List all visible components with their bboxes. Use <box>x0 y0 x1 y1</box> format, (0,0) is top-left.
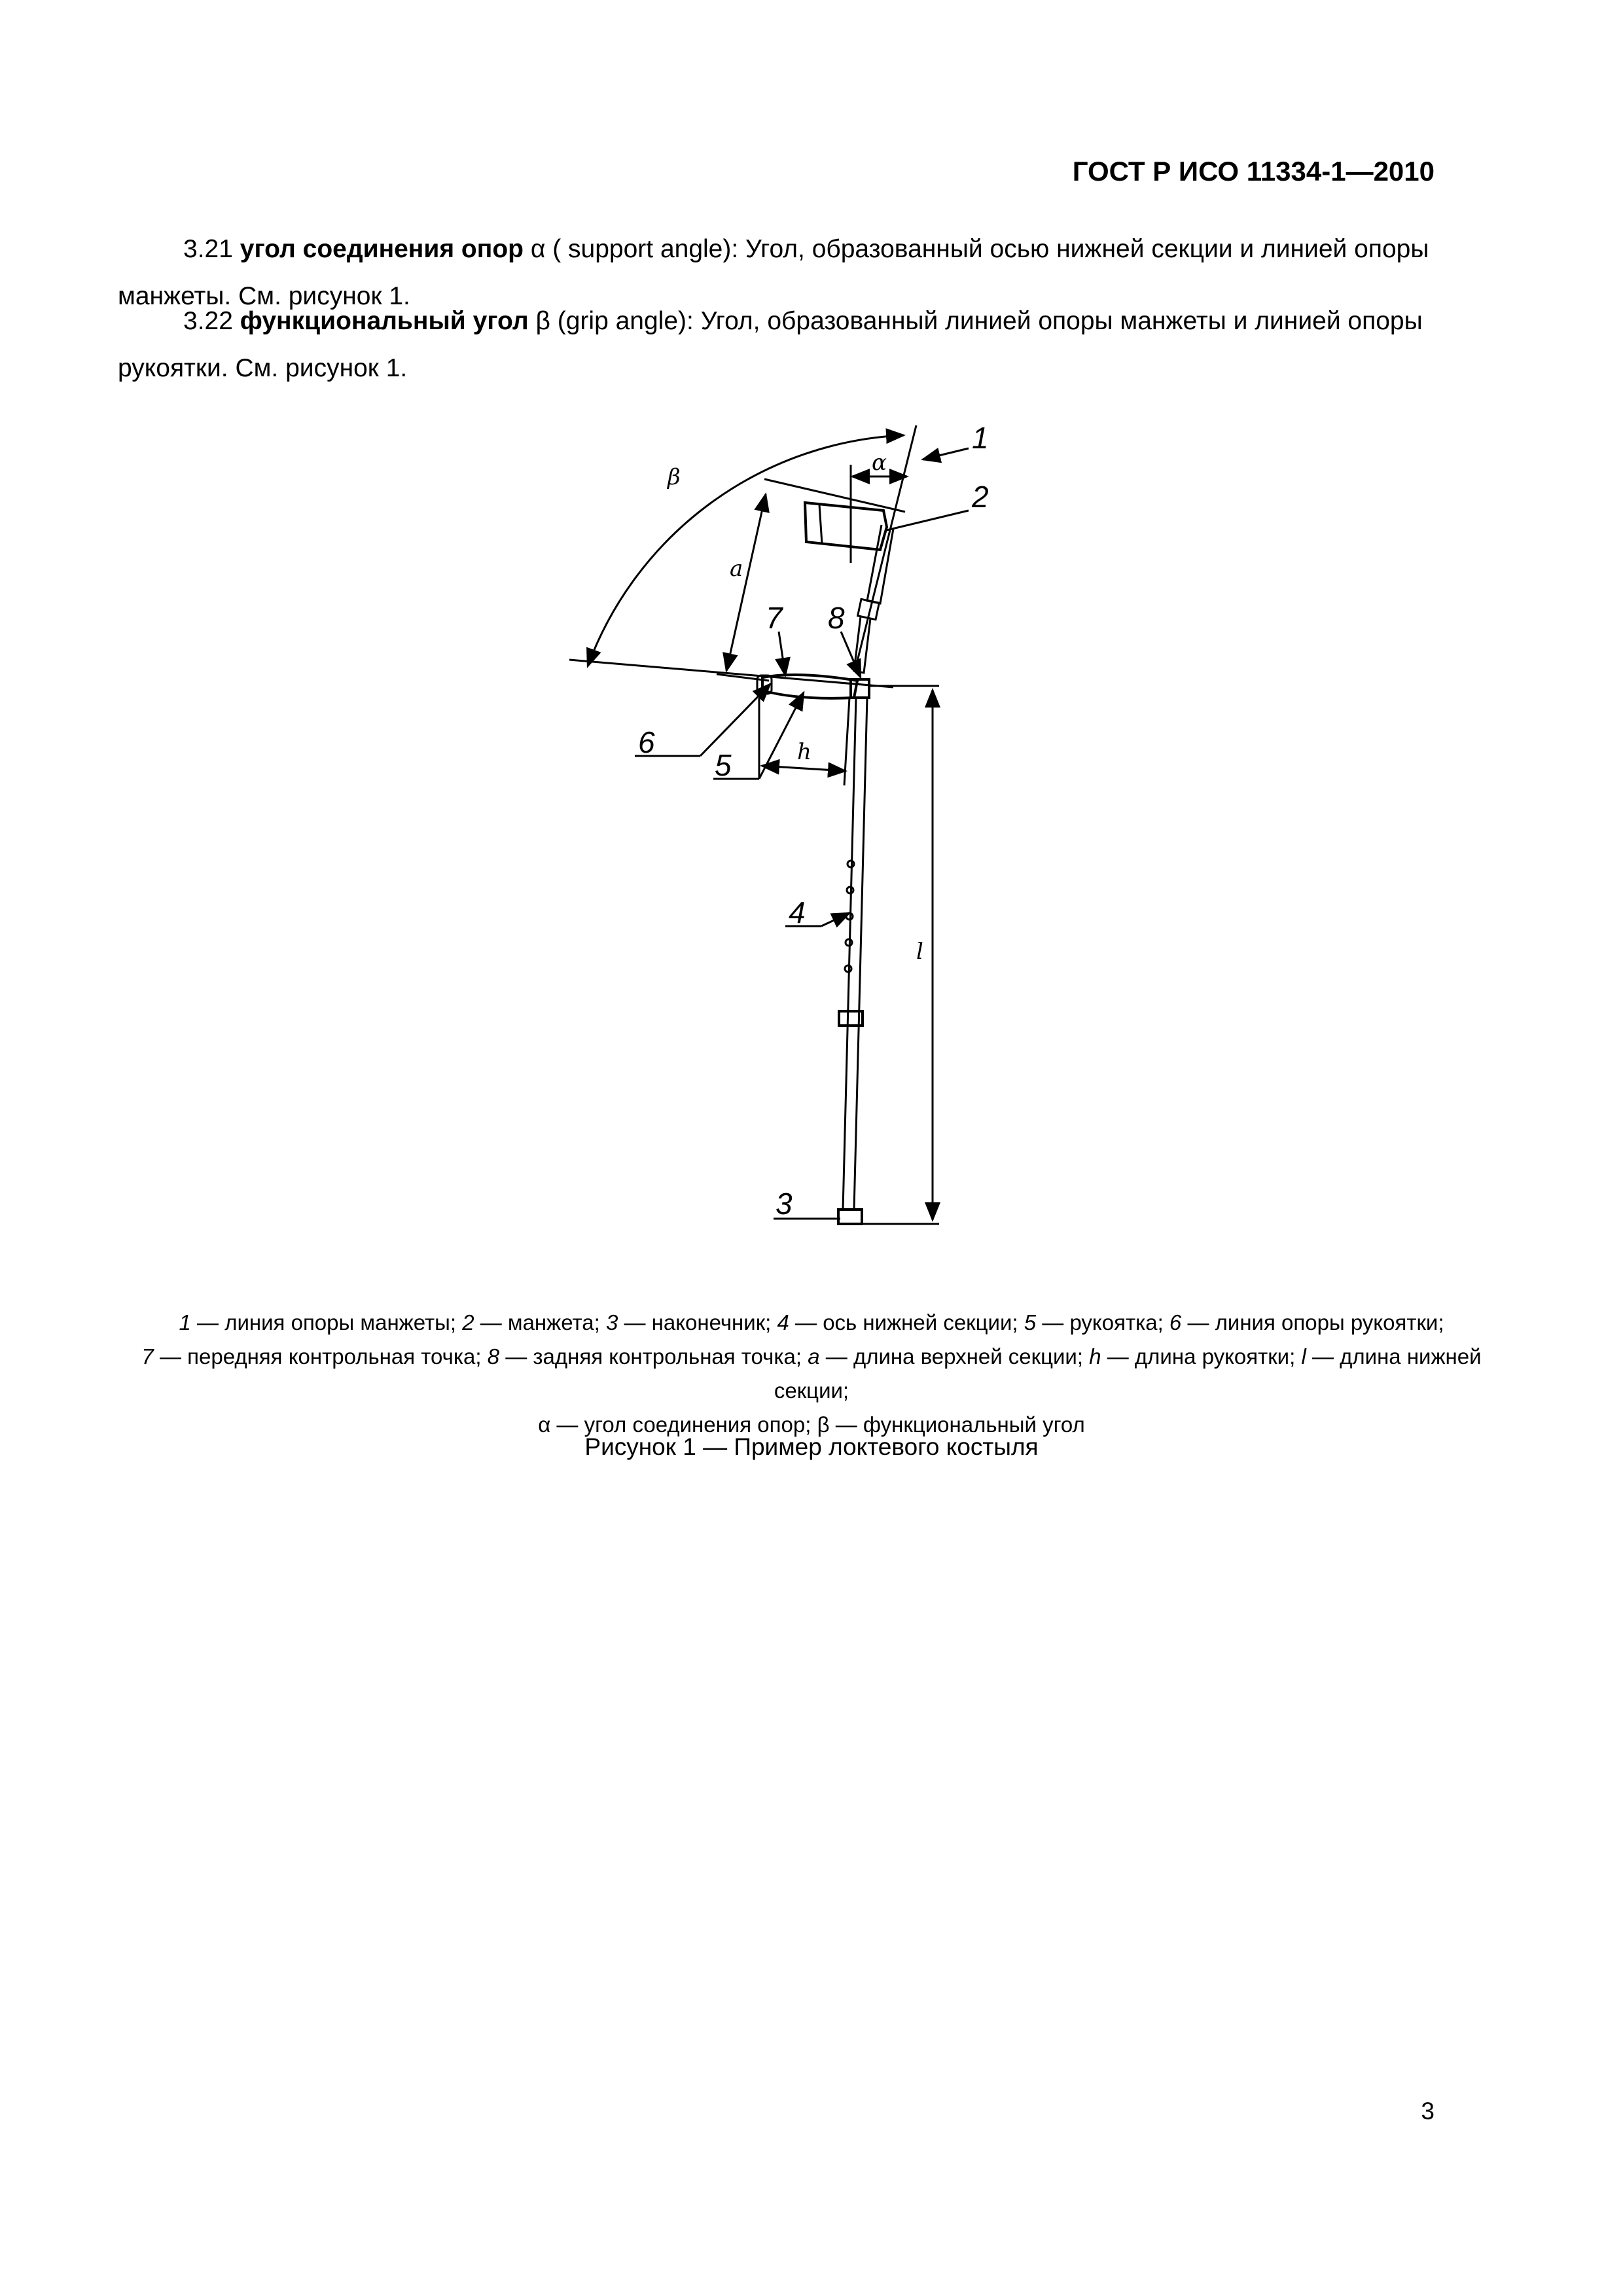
beta-label: β <box>668 464 681 490</box>
callout-8: 8 <box>828 601 845 635</box>
term: угол соединения опор <box>240 235 524 263</box>
h-label: h <box>797 739 812 765</box>
beta-arc <box>588 435 904 666</box>
a-label: a <box>730 556 743 582</box>
term-english: ( support angle): <box>552 235 739 263</box>
figure-crutch-diagram <box>537 412 1126 1283</box>
term: функциональный угол <box>240 307 529 335</box>
legend-item: 6 — линия опоры рукоятки; <box>1169 1310 1444 1335</box>
legend-item: 3 — наконечник; <box>605 1310 772 1335</box>
term-symbol: β <box>535 307 550 335</box>
term-symbol: α <box>530 235 546 263</box>
legend-item: 4 — ось нижней секции; <box>777 1310 1018 1335</box>
callout-6: 6 <box>638 725 655 759</box>
alpha-label: α <box>872 450 887 476</box>
tip <box>838 1210 862 1224</box>
callout-1: 1 <box>972 421 989 455</box>
l-label: l <box>916 939 923 965</box>
callout-2: 2 <box>972 480 989 514</box>
legend-item: 8 — задняя контрольная точка; <box>487 1344 802 1369</box>
clause-number: 3.21 <box>183 235 233 263</box>
legend-item: 1 — линия опоры манжеты; <box>179 1310 457 1335</box>
cuff <box>805 503 887 550</box>
legend-item: 7 — передняя контрольная точка; <box>141 1344 482 1369</box>
definition-3-22 <box>118 298 1435 392</box>
callout-5: 5 <box>715 748 732 782</box>
grip-support-line <box>569 660 893 687</box>
legend-item: β — функциональный угол <box>817 1412 1085 1437</box>
legend-item: α — угол соединения опор; <box>538 1412 812 1437</box>
callout-4: 4 <box>789 895 806 929</box>
page-number: 3 <box>1421 2098 1435 2125</box>
term-english: (grip angle): <box>557 307 694 335</box>
legend-item: l — длина нижней секции; <box>774 1344 1482 1403</box>
legend-item: h — длина рукоятки; <box>1089 1344 1296 1369</box>
clause-number: 3.22 <box>183 307 233 335</box>
document-header: ГОСТ Р ИСО 11334-1—2010 <box>1072 156 1435 187</box>
definition-text: Угол, образованный линией опоры манжеты и линией опоры рукоятки. См. рисунок 1. <box>118 307 1423 382</box>
crutch-drawing <box>537 412 1126 1283</box>
cuff-support-line <box>857 425 916 661</box>
definition-text: Угол, образованный осью нижней секции и линией опоры манжеты. См. рисунок 1. <box>118 235 1429 310</box>
legend-item: 2 — манжета; <box>462 1310 600 1335</box>
legend-item: 5 — рукоятка; <box>1024 1310 1164 1335</box>
figure-caption: Рисунок 1 — Пример локтевого костыля <box>584 1433 1039 1460</box>
legend-item: a — длина верхней секции; <box>808 1344 1084 1369</box>
callout-7: 7 <box>766 601 783 635</box>
figure-legend <box>131 1306 1492 1442</box>
callout-3: 3 <box>776 1187 793 1221</box>
